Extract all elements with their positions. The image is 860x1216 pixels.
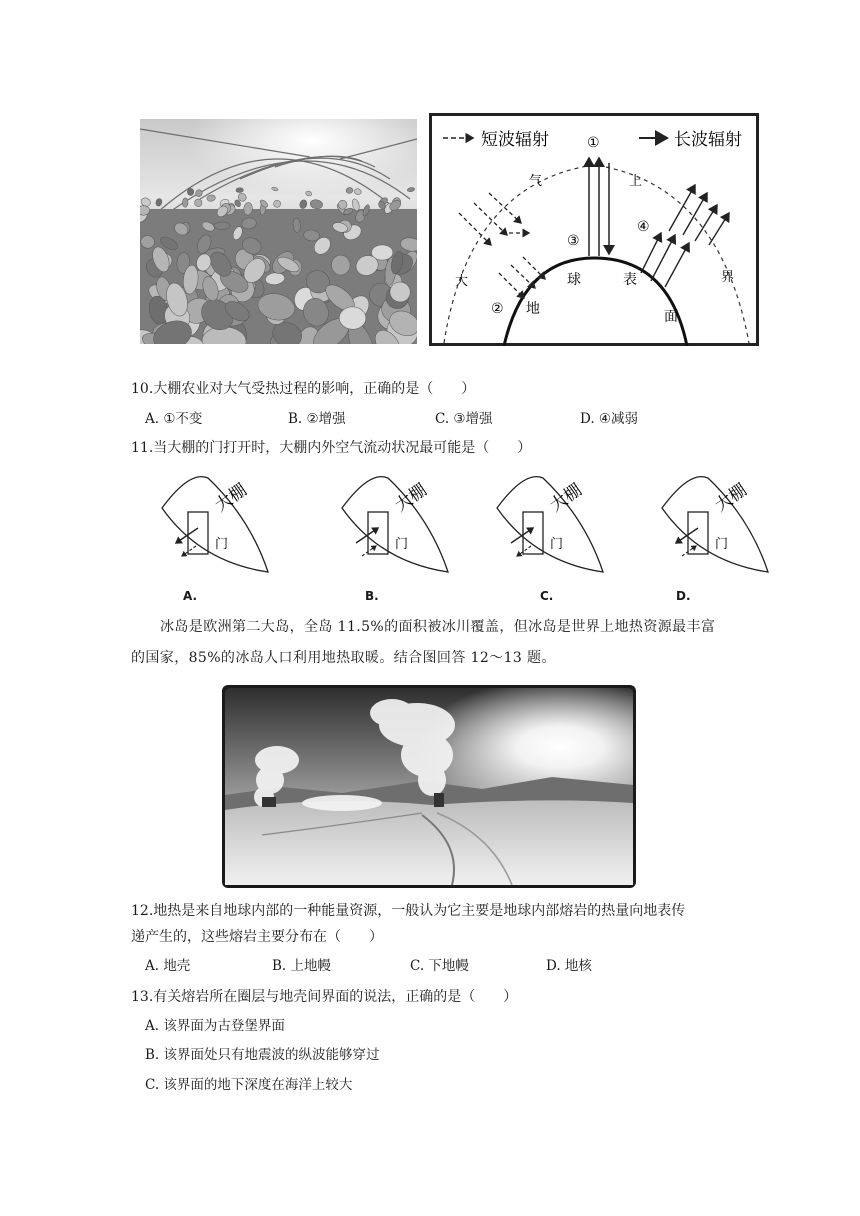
- q10-option-c[interactable]: C. ③增强: [435, 411, 493, 427]
- geothermal-photo: [222, 685, 636, 888]
- question-12-stem-line-1: 12.地热是来自地球内部的一种能量资源，一般认为它主要是地球内部熔岩的热量向地表传: [131, 903, 686, 919]
- arc-char-4: 界: [721, 270, 735, 285]
- q13-option-a[interactable]: A. 该界面为古登堡界面: [145, 1018, 285, 1034]
- q11-label-d: D.: [676, 589, 691, 603]
- question-11-stem: 11.当大棚的门打开时，大棚内外空气流动状况最可能是（ ）: [131, 440, 532, 456]
- question-12-stem-line-2: 递产生的，这些熔岩主要分布在（ ）: [131, 929, 383, 945]
- q12-option-d[interactable]: D. 地核: [546, 958, 592, 974]
- q13-option-c[interactable]: C. 该界面的地下深度在海洋上较大: [145, 1077, 353, 1093]
- q11-diagram-c[interactable]: [495, 470, 635, 575]
- q10-option-d[interactable]: D. ④减弱: [580, 411, 639, 427]
- q12-option-a[interactable]: A. 地壳: [145, 958, 191, 974]
- legend-short-label: 短波辐射: [481, 130, 549, 150]
- radiation-diagram: [429, 113, 759, 346]
- greenhouse-label: 大棚: [211, 480, 251, 517]
- passage-line-1: 冰岛是欧洲第二大岛，全岛 11.5%的面积被冰川覆盖，但冰岛是世界上地热资源最丰富: [160, 619, 716, 635]
- greenhouse-label: 大棚: [391, 480, 431, 517]
- greenhouse-label: 大棚: [546, 480, 586, 517]
- surface-char-4: 面: [664, 309, 678, 325]
- q12-option-b[interactable]: B. 上地幔: [272, 958, 332, 974]
- q11-label-b: B.: [365, 589, 379, 603]
- q13-option-b[interactable]: B. 该界面处只有地震波的纵波能够穿过: [145, 1047, 380, 1063]
- surface-char-1: 地: [526, 301, 540, 317]
- q11-label-a: A.: [183, 589, 198, 603]
- question-13-stem: 13.有关熔岩所在圈层与地壳间界面的说法，正确的是（ ）: [131, 989, 518, 1005]
- greenhouse-photo: [140, 119, 417, 344]
- label-circle-4: ④: [637, 219, 650, 235]
- q11-diagram-a[interactable]: [160, 470, 300, 575]
- q12-option-c[interactable]: C. 下地幔: [410, 958, 469, 974]
- surface-char-2: 球: [567, 272, 581, 288]
- door-label: 门: [715, 537, 729, 552]
- passage-line-2: 的国家，85%的冰岛人口利用地热取暖。结合图回答 12～13 题。: [131, 650, 556, 666]
- arc-char-1: 大: [455, 274, 469, 289]
- q11-diagram-b[interactable]: [340, 470, 480, 575]
- question-10-stem: 10.大棚农业对大气受热过程的影响，正确的是（ ）: [131, 381, 476, 397]
- door-label: 门: [395, 537, 409, 552]
- label-circle-3: ③: [567, 233, 580, 249]
- legend-long-label: 长波辐射: [674, 130, 742, 150]
- arc-char-3: 上: [629, 174, 643, 189]
- door-label: 门: [550, 537, 564, 552]
- label-circle-1: ①: [587, 135, 600, 151]
- q10-option-a[interactable]: A. ①不变: [145, 411, 203, 427]
- q10-option-b[interactable]: B. ②增强: [288, 411, 346, 427]
- label-circle-2: ②: [491, 301, 504, 317]
- door-label: 门: [215, 537, 229, 552]
- surface-char-3: 表: [623, 272, 637, 288]
- q11-label-c: C.: [540, 589, 554, 603]
- q11-diagram-d[interactable]: [660, 470, 800, 575]
- greenhouse-label: 大棚: [711, 480, 751, 517]
- arc-char-2: 气: [529, 174, 543, 189]
